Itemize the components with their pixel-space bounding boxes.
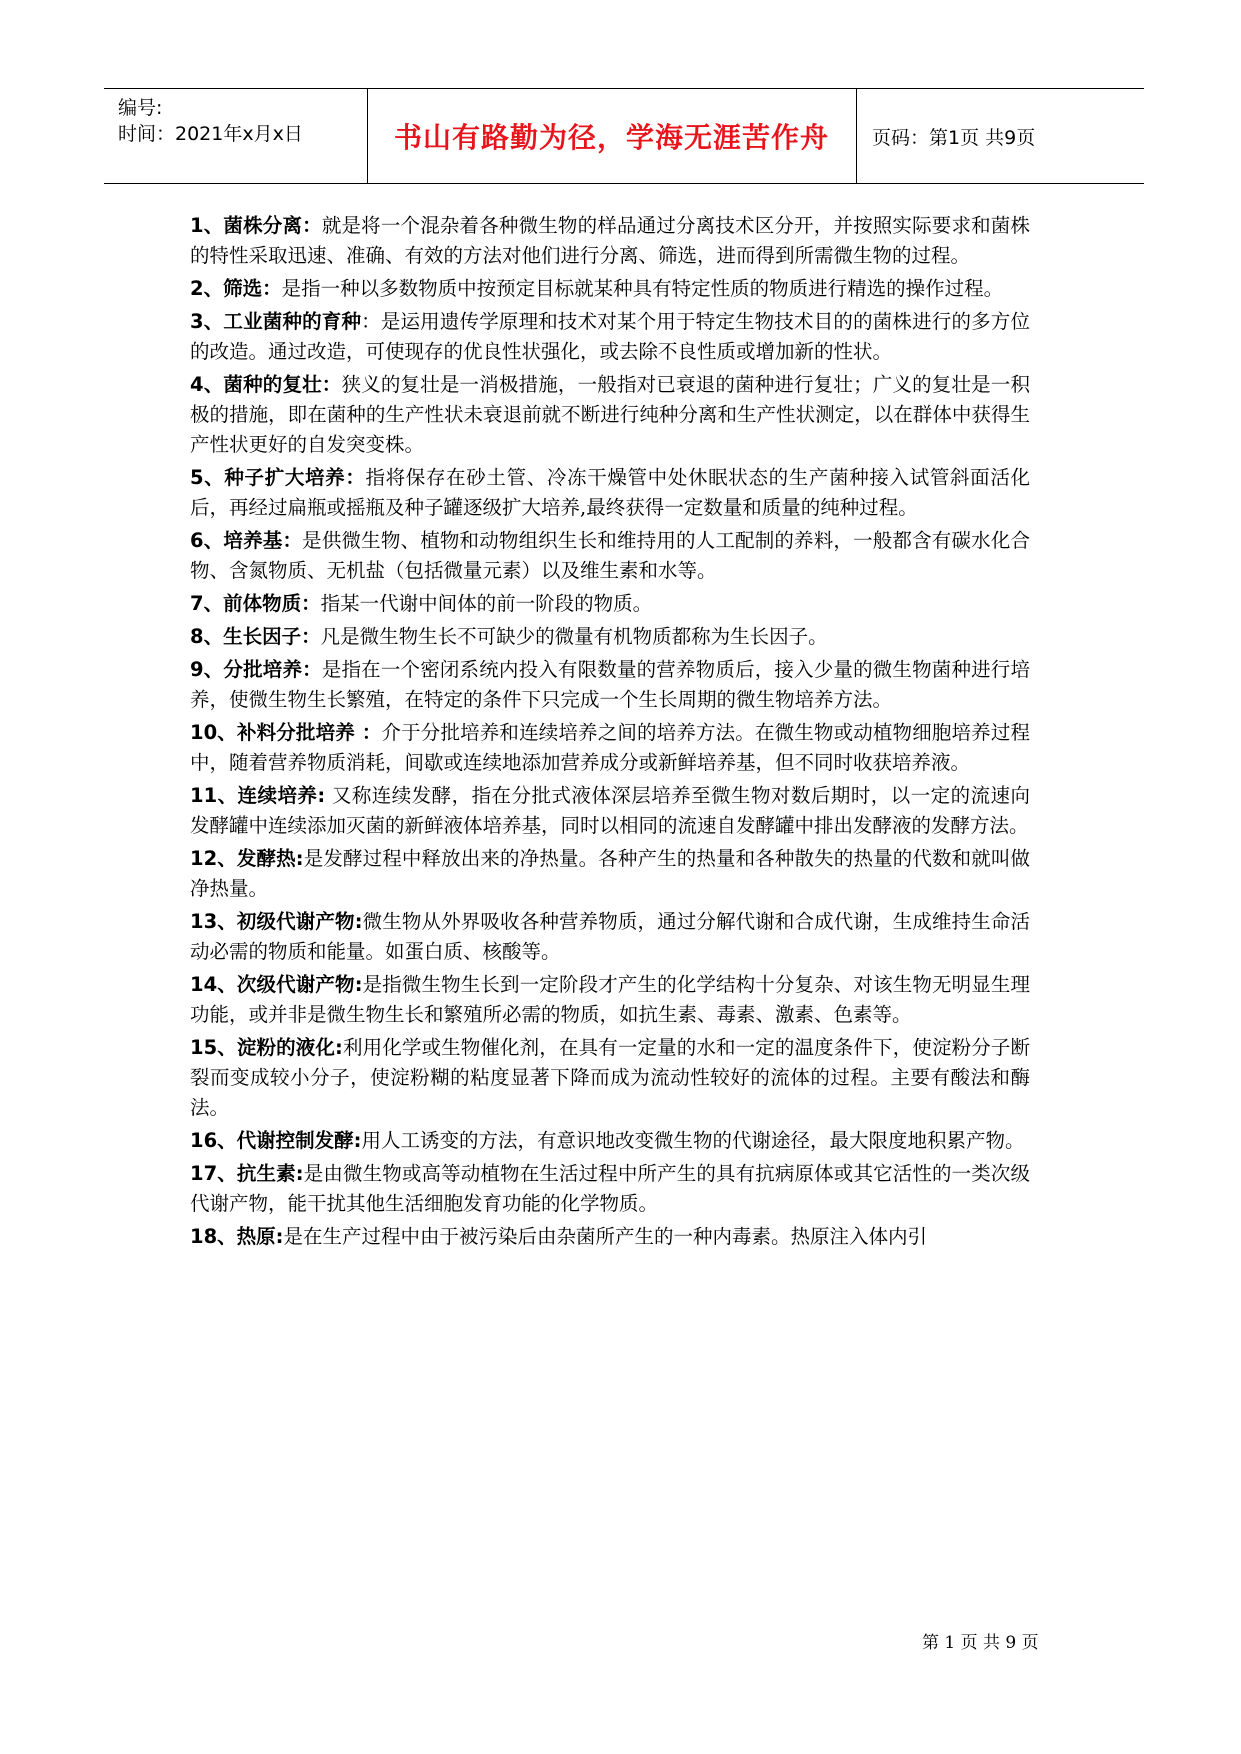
entry-term: 18、热原: — [190, 1225, 284, 1248]
glossary-entry — [190, 370, 1030, 460]
entry-definition: 微生物从外界吸收各种营养物质，通过分解代谢和合成代谢，生成维持生命活动必需的物质和能量。如蛋白质、核酸等。 — [190, 910, 1030, 963]
entry-definition: 利用化学或生物催化剂，在具有一定量的水和一定的温度条件下，使淀粉分子断裂而变成较小分子，使淀粉糊的粘度显著下降而成为流动性较好的流体的过程。主要有酸法和酶法。 — [190, 1036, 1030, 1119]
entry-definition: 是供微生物、植物和动物组织生长和维持用的人工配制的养料，一般都含有碳水化合物、含氮物质、无机盐（包括微量元素）以及维生素和水等。 — [190, 529, 1030, 582]
entry-definition: 是发酵过程中释放出来的净热量。各种产生的热量和各种散失的热量的代数和就叫做净热量。 — [190, 847, 1030, 900]
header-divider-right — [856, 89, 857, 183]
header-meta — [118, 95, 303, 147]
entry-definition: 凡是微生物生长不可缺少的微量有机物质都称为生长因子。 — [320, 625, 828, 648]
glossary-entry — [190, 1033, 1030, 1123]
glossary-entry — [190, 211, 1030, 271]
glossary-entry — [190, 718, 1030, 778]
entry-term: 6、培养基： — [190, 529, 303, 552]
entry-definition: 是指微生物生长到一定阶段才产生的化学结构十分复杂、对该生物无明显生理功能，或并非是微生物生长和繁殖所必需的物质，如抗生素、毒素、激素、色素等。 — [190, 973, 1030, 1026]
document-header — [104, 88, 1144, 184]
glossary-entry — [190, 844, 1030, 904]
header-motto: 书山有路勤为径，学海无涯苦作舟 — [393, 121, 829, 154]
entry-definition: 狭义的复壮是一消极措施，一般指对已衰退的菌种进行复壮；广义的复壮是一积极的措施，即在菌种的生产性状未衰退前就不断进行纯种分离和生产性状测定，以在群体中获得生产性状更好的自发突变株。 — [190, 373, 1030, 456]
glossary-entry — [190, 781, 1030, 841]
glossary-entry — [190, 1159, 1030, 1219]
glossary-entry — [190, 274, 1030, 304]
glossary-entry — [190, 463, 1030, 523]
glossary-entry — [190, 526, 1030, 586]
glossary-entry — [190, 622, 1030, 652]
entry-definition: ：是运用遗传学原理和技术对某个用于特定生物技术目的的菌株进行的多方位的改造。通过改造，可使现存的优良性状强化，或去除不良性质或增加新的性状。 — [190, 310, 1030, 363]
header-page-number: 页码：第1页 共9页 — [872, 126, 1036, 149]
entry-term: 8、生长因子： — [190, 625, 321, 648]
entry-definition: 用人工诱变的方法，有意识地改变微生物的代谢途径，最大限度地积累产物。 — [361, 1129, 1025, 1152]
entry-term: 1、菌株分离： — [190, 214, 322, 237]
entry-term: 14、次级代谢产物: — [190, 973, 363, 996]
glossary-entry — [190, 907, 1030, 967]
entry-term: 3、工业菌种的育种 — [190, 310, 362, 333]
entry-definition: 是在生产过程中由于被污染后由杂菌所产生的一种内毒素。热原注入体内引 — [283, 1225, 927, 1248]
document-number-label: 编号: — [118, 97, 163, 119]
entry-term: 13、初级代谢产物: — [190, 910, 363, 933]
glossary-entry — [190, 1222, 1030, 1252]
glossary-body — [190, 211, 1030, 1255]
entry-definition: 介于分批培养和连续培养之间的培养方法。在微生物或动植物细胞培养过程中，随着营养物质消耗，间歇或连续地添加营养成分或新鲜培养基，但不同时收获培养液。 — [190, 721, 1030, 774]
entry-definition: 指某一代谢中间体的前一阶段的物质。 — [320, 592, 653, 615]
footer-page-number: 第 1 页 共 9 页 — [922, 1633, 1039, 1653]
entry-term: 12、发酵热: — [190, 847, 304, 870]
glossary-entry — [190, 1126, 1030, 1156]
entry-definition: 是由微生物或高等动植物在生活过程中所产生的具有抗病原体或其它活性的一类次级代谢产物，能干扰其他生活细胞发育功能的化学物质。 — [190, 1162, 1030, 1215]
entry-term: 10、补料分批培养 ： — [190, 721, 382, 744]
glossary-entry — [190, 307, 1030, 367]
glossary-entry — [190, 589, 1030, 619]
document-time-label: 时间：2021年x月x日 — [118, 123, 303, 145]
entry-definition: 就是将一个混杂着各种微生物的样品通过分离技术区分开，并按照实际要求和菌株的特性采取迅速、准确、有效的方法对他们进行分离、筛选，进而得到所需微生物的过程。 — [190, 214, 1030, 267]
glossary-entry — [190, 970, 1030, 1030]
entry-definition: 是指在一个密闭系统内投入有限数量的营养物质后，接入少量的微生物菌种进行培养，使微生物生长繁殖，在特定的条件下只完成一个生长周期的微生物培养方法。 — [190, 658, 1030, 711]
entry-term: 17、抗生素: — [190, 1162, 304, 1185]
entry-term: 16、代谢控制发酵: — [190, 1129, 362, 1152]
entry-definition: 又称连续发酵，指在分批式液体深层培养至微生物对数后期时，以一定的流速向发酵罐中连续添加灭菌的新鲜液体培养基，同时以相同的流速自发酵罐中排出发酵液的发酵方法。 — [190, 784, 1031, 837]
entry-definition: 指将保存在砂土管、冷冻干燥管中处休眠状态的生产菌种接入试管斜面活化后，再经过扁瓶或摇瓶及种子罐逐级扩大培养,最终获得一定数量和质量的纯种过程。 — [190, 466, 1030, 519]
entry-term: 11、连续培养: — [190, 784, 326, 807]
entry-term: 5、种子扩大培养： — [190, 466, 366, 489]
glossary-entry — [190, 655, 1030, 715]
entry-term: 9、分批培养： — [190, 658, 322, 681]
entry-definition: 是指一种以多数物质中按预定目标就某种具有特定性质的物质进行精选的操作过程。 — [281, 277, 1004, 300]
entry-term: 15、淀粉的液化: — [190, 1036, 343, 1059]
entry-term: 7、前体物质： — [190, 592, 321, 615]
entry-term: 4、菌种的复壮： — [190, 373, 342, 396]
entry-term: 2、筛选： — [190, 277, 282, 300]
